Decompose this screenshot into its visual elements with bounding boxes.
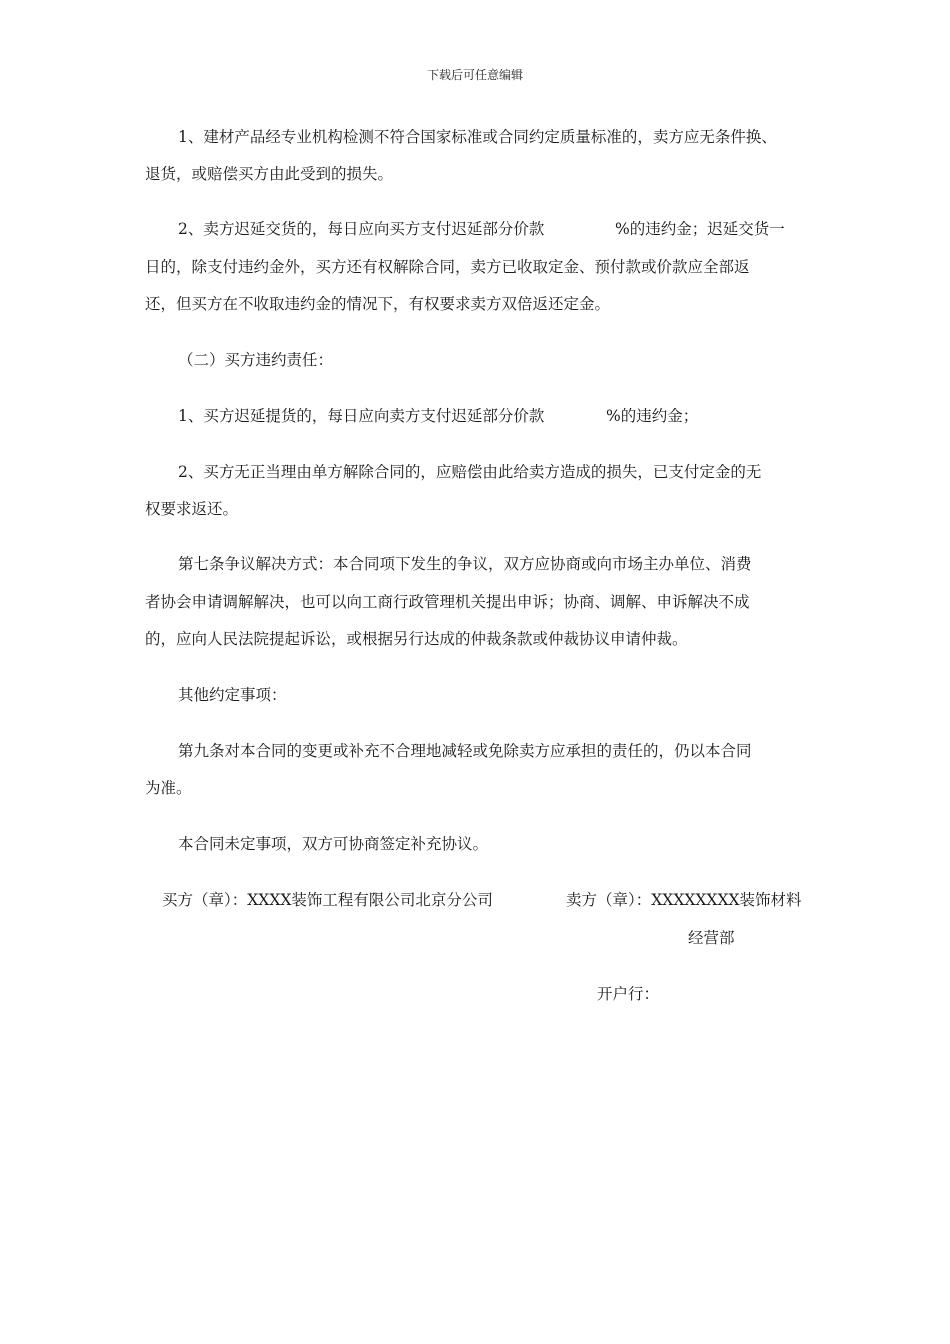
clause-1-line-1: 1、建材产品经专业机构检测不符合国家标准或合同约定质量标准的，卖方应无条件换、 [178, 128, 777, 146]
clause-1-line-2: 退货，或赔偿买方由此受到的损失。 [145, 165, 394, 183]
clause-2-line-1a: 2、卖方迟延交货的，每日应向买方支付迟延部分价款 [178, 220, 545, 238]
clause-2-line-2: 日的，除支付违约金外，买方还有权解除合同，卖方已收取定金、预付款或价款应全部返 [145, 258, 750, 276]
clause-2-line-1b: %的违约金；迟延交货一 [615, 220, 785, 238]
buyer-signature: 买方（章）：XXXX装饰工程有限公司北京分公司 [162, 891, 493, 909]
seller-signature-cont: 经营部 [688, 929, 735, 947]
article-9-line-2: 为准。 [145, 779, 192, 797]
seller-signature: 卖方（章）：XXXXXXXX装饰材料 [566, 891, 802, 909]
article-9-line-1: 第九条对本合同的变更或补充不合理地减轻或免除卖方应承担的责任的，仍以本合同 [178, 742, 752, 760]
undefined-matters-clause: 本合同未定事项，双方可协商签定补充协议。 [178, 835, 489, 853]
article-7-line-3: 的，应向人民法院提起诉讼，或根据另行达成的仲裁条款或仲裁协议申请仲裁。 [145, 630, 688, 648]
page-header: 下载后可任意编辑 [426, 68, 523, 82]
section-buyer-liability: （二）买方违约责任： [178, 351, 334, 369]
buyer-clause-2-line-2: 权要求返还。 [145, 500, 239, 518]
buyer-clause-1a: 1、买方迟延提货的，每日应向卖方支付迟延部分价款 [178, 407, 545, 425]
bank-label: 开户行： [597, 985, 660, 1003]
other-matters-heading: 其他约定事项： [178, 686, 287, 704]
buyer-clause-1b: %的违约金； [606, 407, 699, 425]
article-7-line-2: 者协会申请调解解决，也可以向工商行政管理机关提出申诉；协商、调解、申诉解决不成 [145, 593, 750, 611]
article-7-line-1: 第七条争议解决方式：本合同项下发生的争议，双方应协商或向市场主办单位、消费 [178, 555, 752, 573]
buyer-clause-2-line-1: 2、买方无正当理由单方解除合同的，应赔偿由此给卖方造成的损失，已支付定金的无 [178, 463, 762, 481]
clause-2-line-3: 还，但买方在不收取违约金的情况下，有权要求卖方双倍返还定金。 [145, 295, 611, 313]
